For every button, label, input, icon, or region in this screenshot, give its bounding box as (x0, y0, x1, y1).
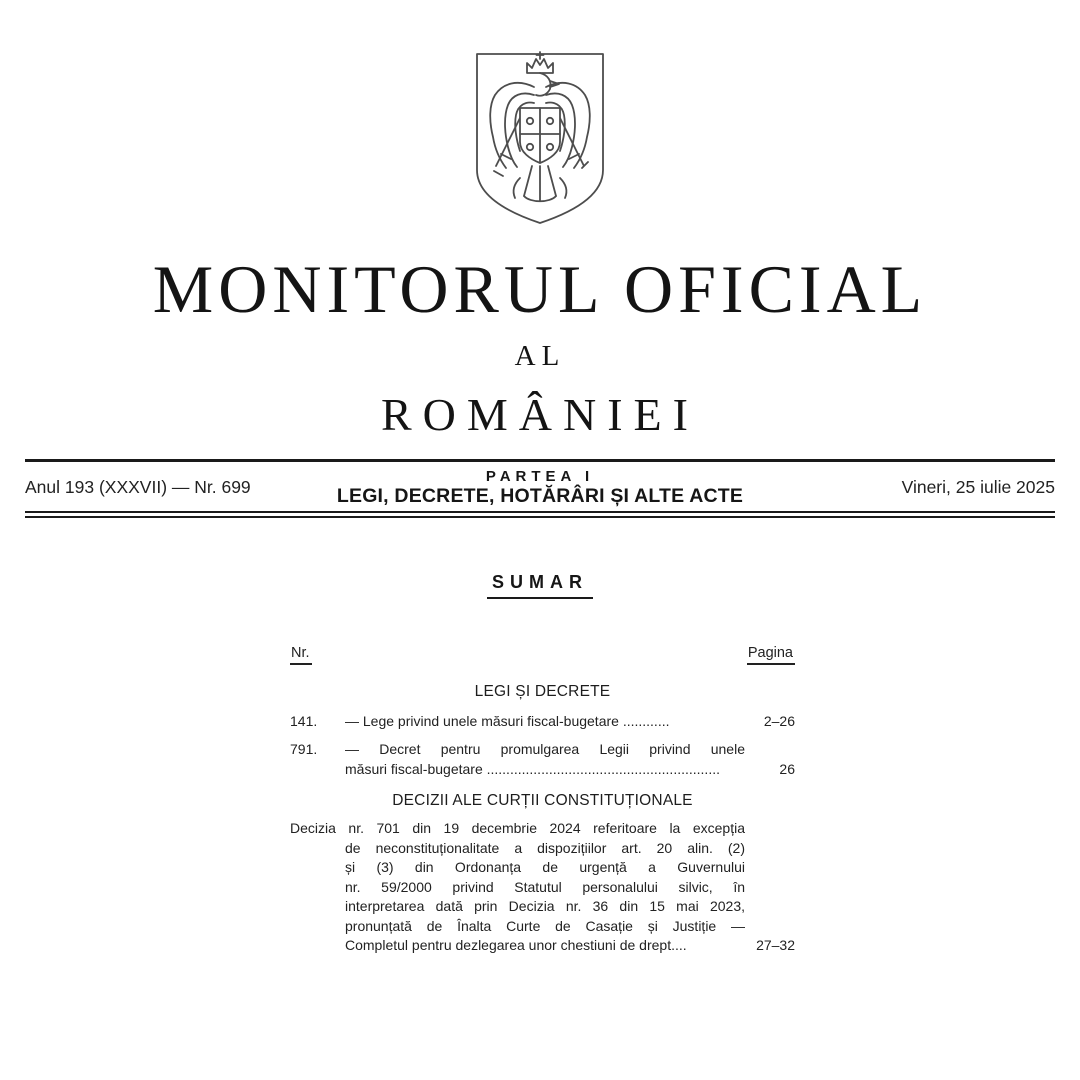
section-title-decisions: DECIZII ALE CURȚII CONSTITUȚIONALE (392, 792, 693, 809)
issue-date: Vineri, 25 iulie 2025 (901, 476, 1055, 497)
issue-number: Anul 193 (XXXVII) — Nr. 699 (25, 476, 251, 497)
entry-text: Decizia nr. 701 din 19 decembrie 2024 referitoare la excepția de neconstituționalitate a dispozițiilor art. 20 alin. (2) și (3) din Ordonanța de urgență a Guvernului nr. 59/2000 privind Statutul personalului silvic, în interpretarea dată prin Decizia nr. 36 din 15 mai 2023, pronunțată de Înalta Curte de Casație și Justiție — Completul pentru dezlegarea unor chestiuni de drept.... (290, 820, 745, 953)
gazette-title: MONITORUL OFICIAL (152, 251, 928, 327)
part-block (337, 468, 743, 507)
column-header-page: Pagina (747, 645, 795, 665)
issue-info-bar (25, 464, 1055, 510)
header-rule-bottom (25, 511, 1055, 518)
summary-heading-wrap (0, 572, 1080, 599)
section-title-laws: LEGI ȘI DECRETE (474, 683, 611, 700)
entry-text: — Lege privind unele măsuri fiscal-bugetare ............ (345, 713, 670, 729)
table-of-contents (290, 645, 795, 956)
gazette-country: ROMÂNIEI (381, 389, 699, 440)
gazette-title-connector: AL (514, 340, 566, 372)
entry-number: 791. (290, 741, 318, 757)
entry-page: 26 (779, 761, 795, 777)
part-subtitle: LEGI, DECRETE, HOTĂRÂRI ȘI ALTE ACTE (336, 484, 744, 507)
romania-coat-of-arms-icon (470, 50, 610, 226)
header-rule-top (25, 459, 1055, 462)
toc-column-headers (290, 645, 795, 665)
entry-page: 27–32 (756, 937, 795, 953)
toc-entry-141 (290, 711, 795, 731)
toc-entry-791 (290, 739, 795, 779)
part-label: PARTEA I (485, 467, 595, 485)
summary-heading: SUMAR (487, 572, 593, 599)
column-header-number: Nr. (290, 645, 312, 665)
entry-page: 2–26 (763, 713, 795, 729)
entry-text: — Decret pentru promulgarea Legii privind unele măsuri fiscal-bugetare ............................................................ (345, 741, 745, 777)
toc-entry-decision-701 (290, 819, 795, 956)
entry-number: 141. (290, 713, 318, 729)
